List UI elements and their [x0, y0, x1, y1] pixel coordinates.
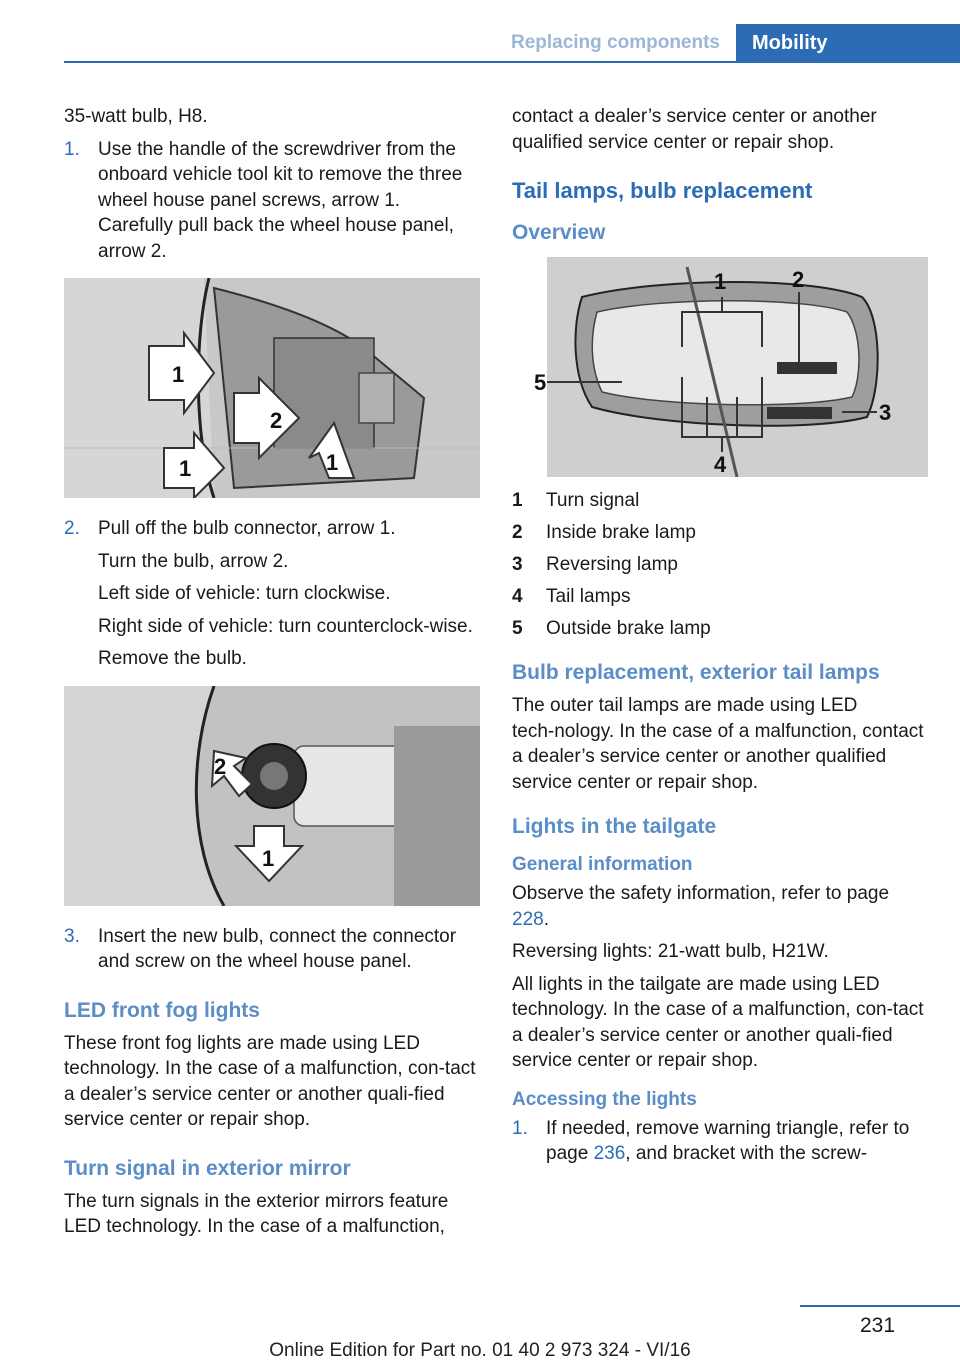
step-2-line: Remove the bulb.	[98, 648, 247, 669]
section-tab: Replacing components	[478, 24, 736, 62]
callout-label: 1	[714, 269, 727, 294]
arrow-label: 2	[214, 753, 227, 779]
access-text-pre: If needed, remove warning triangle, refer to page	[546, 1117, 910, 1164]
legend-key: 2	[512, 522, 523, 544]
arrow-label: 1	[172, 362, 185, 387]
arrow-label: 1	[179, 456, 192, 481]
footer-rule	[800, 1305, 960, 1307]
heading-fog-lights: LED front fog lights	[64, 998, 260, 1022]
callout-label: 3	[879, 400, 892, 425]
wheel-house-figure	[64, 278, 480, 498]
heading-overview: Overview	[512, 221, 606, 244]
step-number: 3.	[64, 925, 80, 947]
general-text-post: .	[543, 908, 549, 930]
intro-text: 35‑watt bulb, H8.	[64, 106, 208, 127]
heading-accessing-lights: Accessing the lights	[512, 1088, 697, 1110]
step-number: 1.	[512, 1117, 528, 1139]
callout-label: 2	[792, 267, 805, 292]
general-text-pre: Observe the safety information, refer to page	[512, 883, 890, 904]
step-1	[64, 137, 480, 265]
legend-item	[512, 613, 928, 645]
legend-item	[512, 581, 928, 613]
legend-label: Tail lamps	[546, 586, 631, 608]
header-rule	[64, 61, 960, 63]
bulb-connector-figure	[64, 686, 480, 906]
callout-label: 4	[714, 452, 727, 477]
arrow-label: 2	[270, 408, 283, 433]
fog-text: These front fog lights are made using LED technology. In the case of a malfunction, con‑tact a dealer’s service center or another quali‑fied service center or repair shop.	[64, 1032, 476, 1130]
legend-label: Inside brake lamp	[546, 522, 696, 544]
step-3	[64, 924, 480, 975]
right-column	[512, 104, 928, 1174]
page-link-236[interactable]: 236	[593, 1143, 626, 1164]
legend-item	[512, 485, 928, 517]
access-step-1	[512, 1116, 928, 1167]
edition-footer: Online Edition for Part no. 01 40 2 973 324 - VI/16	[269, 1340, 691, 1361]
step-text: Use the handle of the screwdriver from the onboard vehicle tool kit to remove the three wheel house panel screws, arrow 1. Carefully pull back the wheel house panel, arrow 2.	[98, 138, 463, 262]
step-2-line: Turn the bulb, arrow 2.	[98, 550, 289, 572]
heading-general-information: General information	[512, 854, 693, 875]
heading-tail-lamps: Tail lamps, bulb replacement	[512, 178, 813, 203]
exterior-text: The outer tail lamps are made using LED tech‑nology. In the case of a malfunction, contact a dealer’s service center or another qualified service center or repair shop.	[512, 695, 924, 793]
heading-mirror-turn-signal: Turn signal in exterior mirror	[64, 1156, 351, 1180]
step-text: Insert the new bulb, connect the connector and screw on the wheel house panel.	[98, 925, 457, 972]
heading-exterior-tail-lamps: Bulb replacement, exterior tail lamps	[512, 661, 880, 684]
arrow-label: 1	[326, 450, 339, 475]
callout-label: 5	[534, 370, 547, 395]
step-number: 2.	[64, 518, 80, 539]
legend-key: 3	[512, 554, 523, 576]
continued-text: contact a dealer’s service center or another qualified service center or repair shop.	[512, 106, 877, 153]
legend-label: Turn signal	[546, 490, 640, 512]
general-text	[512, 881, 928, 932]
page-number: 231	[860, 1314, 896, 1337]
left-column	[64, 104, 480, 1247]
arrow-label: 1	[262, 845, 275, 871]
tail-lamp-figure	[512, 257, 928, 477]
header-tabs	[478, 24, 960, 62]
legend-label: Outside brake lamp	[546, 618, 711, 640]
step-text	[546, 1116, 928, 1167]
legend-label: Reversing lamp	[546, 554, 678, 576]
reversing-text: Reversing lights: 21‑watt bulb, H21W.	[512, 941, 829, 962]
heading-tailgate-lights: Lights in the tailgate	[512, 815, 717, 838]
legend-key: 1	[512, 490, 523, 512]
access-text-post: , and bracket with the screw‑	[625, 1143, 868, 1164]
legend-item	[512, 517, 928, 549]
step-text: Pull off the bulb connector, arrow 1.	[98, 518, 396, 539]
mirror-text: The turn signals in the exterior mirrors feature LED technology. In the case of a malfunction,	[64, 1190, 449, 1237]
legend-key: 4	[512, 586, 523, 608]
legend-key: 5	[512, 618, 523, 640]
tailgate-led-text: All lights in the tailgate are made using LED technology. In the case of a malfunction, con‑tact a dealer’s service center or another quali‑fied service center or repair shop.	[512, 973, 924, 1071]
page-link-228[interactable]: 228	[512, 908, 544, 930]
step-2	[64, 516, 480, 542]
legend-item	[512, 549, 928, 581]
step-2-line: Right side of vehicle: turn counterclock‑wise.	[98, 615, 473, 637]
step-number: 1.	[64, 138, 80, 160]
step-2-line: Left side of vehicle: turn clockwise.	[98, 583, 391, 604]
chapter-tab: Mobility	[736, 24, 960, 62]
tail-lamp-legend	[512, 485, 928, 645]
